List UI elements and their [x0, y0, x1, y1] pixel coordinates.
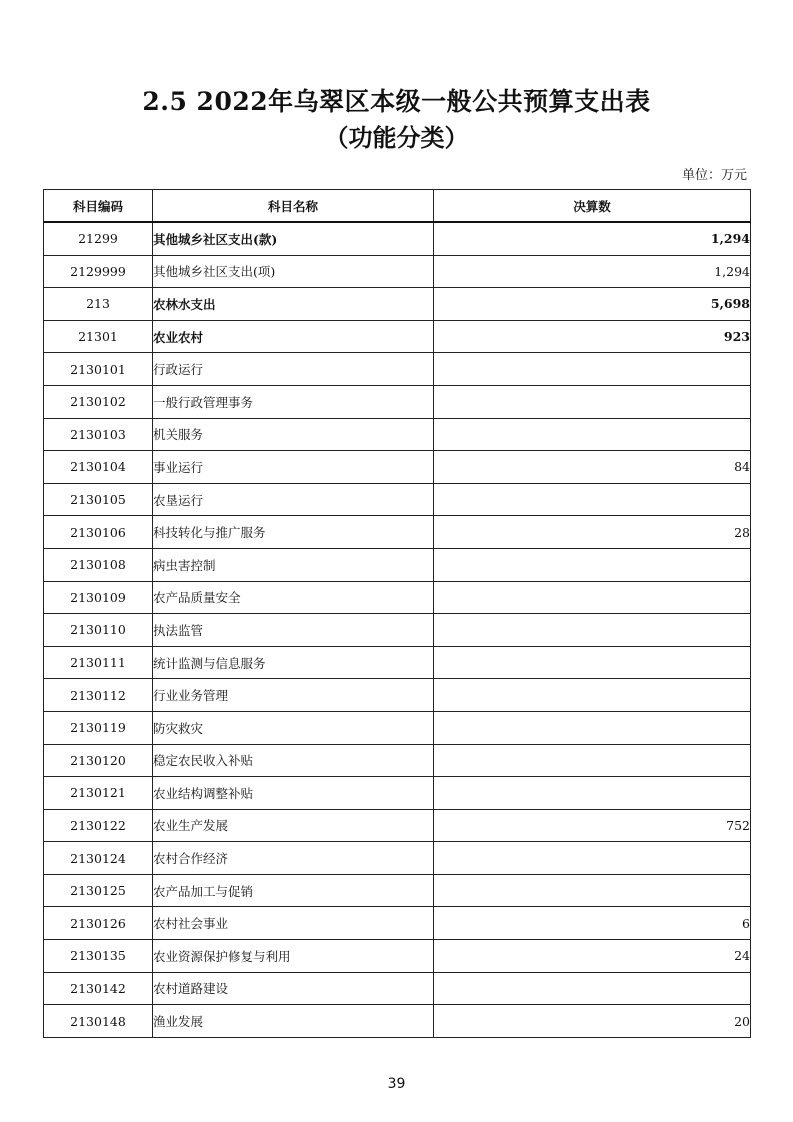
- table-row: [44, 1005, 751, 1038]
- code-cell: 2130101: [44, 353, 153, 386]
- table-row: [44, 777, 751, 810]
- code-cell: 2129999: [44, 255, 153, 288]
- name-cell: 农村合作经济: [153, 842, 434, 875]
- code-cell: 2130122: [44, 809, 153, 842]
- name-cell: 防灾救灾: [153, 711, 434, 744]
- table-row: [44, 646, 751, 679]
- name-cell: 农业资源保护修复与利用: [153, 940, 434, 973]
- table-row: [44, 581, 751, 614]
- name-cell: 农林水支出: [153, 288, 434, 321]
- table-row: [44, 614, 751, 647]
- name-cell: 农业结构调整补贴: [153, 777, 434, 810]
- budget-table: [43, 189, 751, 1038]
- table-row: [44, 483, 751, 516]
- name-cell: 农村道路建设: [153, 972, 434, 1005]
- table-row: [44, 874, 751, 907]
- name-cell: 农产品加工与促销: [153, 874, 434, 907]
- code-cell: 2130104: [44, 451, 153, 484]
- code-cell: 2130135: [44, 940, 153, 973]
- table-row: [44, 451, 751, 484]
- code-cell: 21301: [44, 320, 153, 353]
- amount-cell: [434, 385, 751, 418]
- table-row: [44, 320, 751, 353]
- amount-cell: 923: [434, 320, 751, 353]
- name-cell: 执法监管: [153, 614, 434, 647]
- table-row: [44, 353, 751, 386]
- name-cell: 行业业务管理: [153, 679, 434, 712]
- page-number: 39: [387, 1076, 406, 1092]
- name-cell: 一般行政管理事务: [153, 385, 434, 418]
- table-header-row: [44, 190, 751, 223]
- page-title: 2.5 2022年乌翠区本级一般公共预算支出表: [142, 87, 651, 116]
- table-row: [44, 842, 751, 875]
- amount-cell: 752: [434, 809, 751, 842]
- table-row: [44, 222, 751, 255]
- amount-cell: [434, 548, 751, 581]
- amount-cell: [434, 842, 751, 875]
- name-cell: 统计监测与信息服务: [153, 646, 434, 679]
- amount-cell: 20: [434, 1005, 751, 1038]
- name-cell: 农业农村: [153, 320, 434, 353]
- amount-cell: [434, 972, 751, 1005]
- amount-cell: [434, 874, 751, 907]
- name-cell: 其他城乡社区支出(款): [153, 222, 434, 255]
- name-cell: 农产品质量安全: [153, 581, 434, 614]
- table-row: [44, 548, 751, 581]
- amount-cell: 6: [434, 907, 751, 940]
- amount-cell: [434, 581, 751, 614]
- code-cell: 2130106: [44, 516, 153, 549]
- header-name: 科目名称: [153, 190, 434, 223]
- name-cell: 机关服务: [153, 418, 434, 451]
- name-cell: 农垦运行: [153, 483, 434, 516]
- code-cell: 2130120: [44, 744, 153, 777]
- amount-cell: 84: [434, 451, 751, 484]
- table-row: [44, 940, 751, 973]
- code-cell: 2130108: [44, 548, 153, 581]
- table-row: [44, 907, 751, 940]
- header-amount: 决算数: [434, 190, 751, 223]
- amount-cell: [434, 418, 751, 451]
- code-cell: 2130126: [44, 907, 153, 940]
- name-cell: 其他城乡社区支出(项): [153, 255, 434, 288]
- code-cell: 2130142: [44, 972, 153, 1005]
- code-cell: 2130111: [44, 646, 153, 679]
- code-cell: 2130102: [44, 385, 153, 418]
- name-cell: 农村社会事业: [153, 907, 434, 940]
- amount-cell: [434, 744, 751, 777]
- code-cell: 2130109: [44, 581, 153, 614]
- table-row: [44, 679, 751, 712]
- amount-cell: [434, 777, 751, 810]
- amount-cell: [434, 711, 751, 744]
- code-cell: 21299: [44, 222, 153, 255]
- table-row: [44, 255, 751, 288]
- amount-cell: [434, 679, 751, 712]
- code-cell: 2130124: [44, 842, 153, 875]
- header-code: 科目编码: [44, 190, 153, 223]
- code-cell: 2130112: [44, 679, 153, 712]
- amount-cell: 1,294: [434, 255, 751, 288]
- name-cell: 行政运行: [153, 353, 434, 386]
- table-row: [44, 711, 751, 744]
- table-row: [44, 744, 751, 777]
- name-cell: 稳定农民收入补贴: [153, 744, 434, 777]
- name-cell: 科技转化与推广服务: [153, 516, 434, 549]
- table-body: [44, 222, 751, 1037]
- name-cell: 农业生产发展: [153, 809, 434, 842]
- table-row: [44, 288, 751, 321]
- code-cell: 2130110: [44, 614, 153, 647]
- amount-cell: 24: [434, 940, 751, 973]
- amount-cell: 1,294: [434, 222, 751, 255]
- code-cell: 2130103: [44, 418, 153, 451]
- code-cell: 2130148: [44, 1005, 153, 1038]
- table-row: [44, 972, 751, 1005]
- name-cell: 渔业发展: [153, 1005, 434, 1038]
- code-cell: 2130125: [44, 874, 153, 907]
- name-cell: 事业运行: [153, 451, 434, 484]
- code-cell: 213: [44, 288, 153, 321]
- amount-cell: [434, 483, 751, 516]
- amount-cell: [434, 614, 751, 647]
- code-cell: 2130119: [44, 711, 153, 744]
- amount-cell: [434, 646, 751, 679]
- amount-cell: [434, 353, 751, 386]
- code-cell: 2130105: [44, 483, 153, 516]
- code-cell: 2130121: [44, 777, 153, 810]
- table-row: [44, 385, 751, 418]
- unit-label: 单位：万元: [681, 168, 747, 183]
- page-subtitle: （功能分类）: [324, 123, 469, 152]
- table-row: [44, 418, 751, 451]
- amount-cell: 28: [434, 516, 751, 549]
- amount-cell: 5,698: [434, 288, 751, 321]
- name-cell: 病虫害控制: [153, 548, 434, 581]
- table-row: [44, 809, 751, 842]
- table-row: [44, 516, 751, 549]
